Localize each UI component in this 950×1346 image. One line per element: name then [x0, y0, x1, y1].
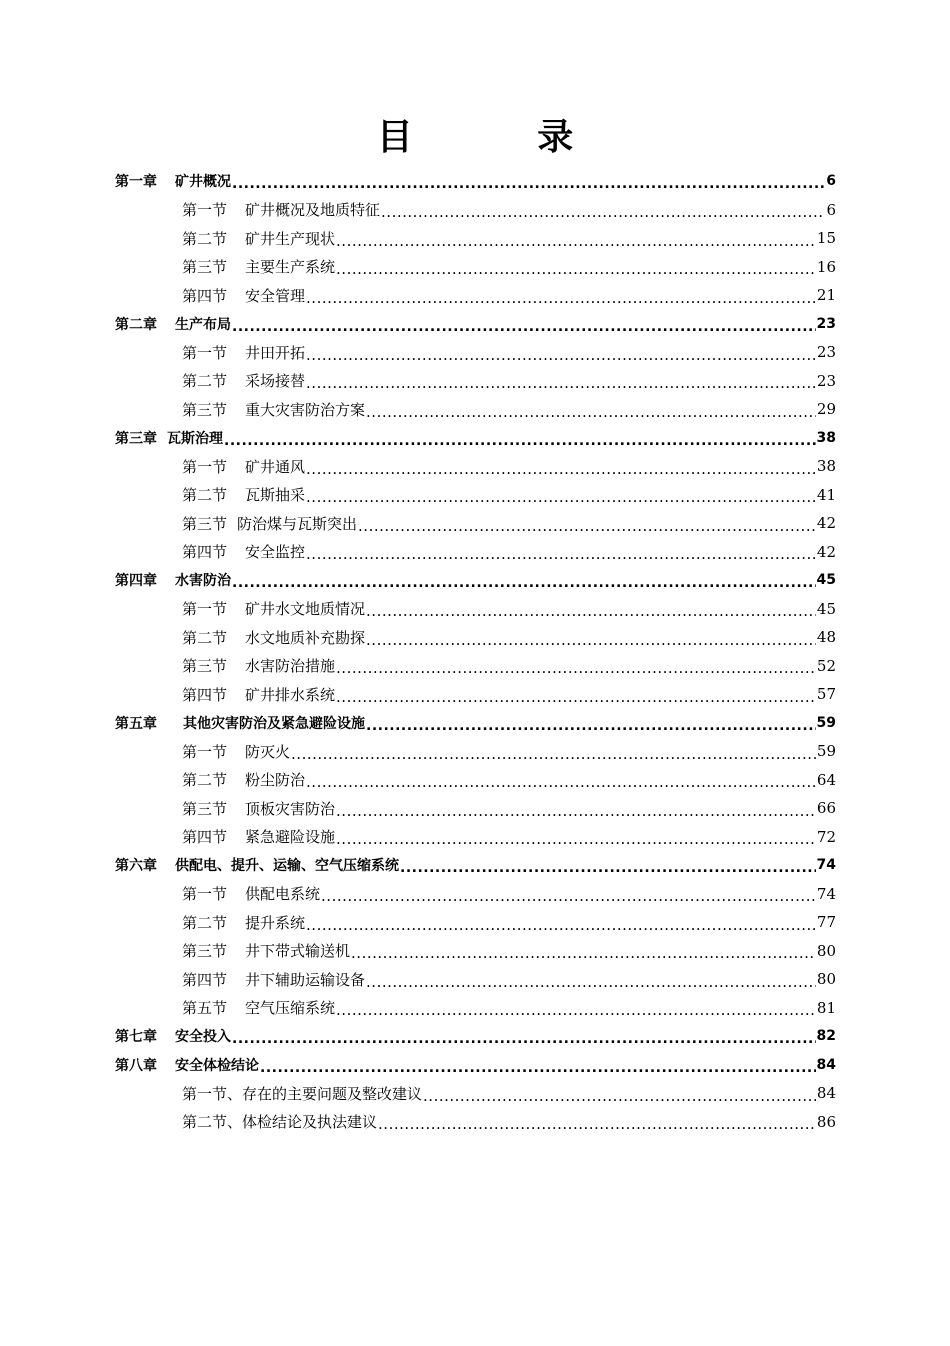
section-title: 防治煤与瓦斯突出 — [237, 514, 358, 533]
toc-section-entry[interactable] — [0, 395, 950, 424]
section-title: 提升系统 — [245, 913, 306, 932]
section-title: 井下辅助运输设备 — [245, 970, 366, 989]
section-number: 第二节 — [182, 229, 228, 248]
toc-entry-label — [115, 570, 231, 590]
toc-entry-label — [182, 940, 350, 961]
toc-entry-label — [182, 969, 365, 990]
dot-leader — [306, 376, 816, 391]
dot-leader — [306, 490, 816, 505]
toc-section-entry[interactable] — [0, 1108, 950, 1137]
page-number: 42 — [816, 514, 836, 533]
toc-section-entry[interactable] — [0, 652, 950, 681]
section-title: 顶板灾害防治 — [245, 799, 336, 818]
section-number: 第三节 — [182, 799, 228, 818]
toc-entry-label — [182, 285, 305, 306]
toc-entry-label — [182, 399, 365, 420]
section-number: 第三节 — [182, 400, 228, 419]
toc-section-entry[interactable] — [0, 367, 950, 396]
page-number: 59 — [816, 742, 836, 761]
page-number: 66 — [816, 799, 836, 818]
section-title: 矿井通风 — [245, 457, 306, 476]
toc-entry-label — [182, 456, 305, 477]
toc-entry-label — [115, 855, 399, 875]
section-number: 第二节 — [182, 771, 228, 790]
dot-leader — [306, 348, 816, 363]
page-number: 82 — [816, 1028, 836, 1045]
section-number: 第二节 — [182, 628, 228, 647]
page-number: 59 — [816, 714, 836, 731]
page-number: 6 — [826, 200, 836, 219]
section-number: 第二节 — [182, 486, 228, 505]
dot-leader — [232, 1032, 816, 1046]
toc-entry-label — [115, 1026, 231, 1046]
toc-section-entry[interactable] — [0, 994, 950, 1023]
page-number: 74 — [816, 884, 836, 903]
toc-section-entry[interactable] — [0, 794, 950, 823]
toc-section-entry[interactable] — [0, 338, 950, 367]
toc-entry-label — [115, 428, 223, 448]
toc-entry-label — [182, 883, 320, 904]
dot-leader — [232, 320, 816, 334]
chapter-title: 矿井概况 — [175, 174, 231, 191]
toc-entry-label — [182, 769, 305, 790]
section-title: 安全管理 — [245, 286, 306, 305]
toc-entry-label — [182, 826, 335, 847]
toc-entry-label — [182, 342, 305, 363]
page-number: 77 — [816, 913, 836, 932]
toc-entry-label — [115, 713, 365, 733]
chapter-title: 安全体检结论 — [175, 1057, 259, 1074]
dot-leader — [366, 604, 816, 619]
dot-leader — [358, 519, 816, 534]
dot-leader — [336, 832, 816, 847]
chapter-title: 其他灾害防治及紧急避险设施 — [183, 715, 365, 732]
section-number: 第二节 — [182, 913, 228, 932]
page-number: 48 — [816, 628, 836, 647]
toc-section-entry[interactable] — [0, 452, 950, 481]
toc-entry-label — [115, 171, 231, 191]
toc-section-entry[interactable] — [0, 965, 950, 994]
section-title: 矿井概况及地质特征 — [245, 201, 381, 220]
section-number: 第四节 — [182, 828, 228, 847]
section-number: 第四节 — [182, 286, 228, 305]
section-number: 第一节 — [182, 201, 228, 220]
toc-entry-label — [182, 228, 335, 249]
section-number: 第二节 — [182, 372, 228, 391]
page-number: 84 — [816, 1056, 836, 1073]
toc-chapter-entry[interactable] — [0, 310, 950, 339]
chapter-number: 第三章 — [115, 430, 157, 447]
dot-leader — [366, 633, 816, 648]
toc-entry-label — [182, 655, 335, 676]
dot-leader — [366, 719, 816, 733]
section-number: 第四节 — [182, 685, 228, 704]
section-title: 矿井排水系统 — [245, 685, 336, 704]
section-number: 第三节 — [182, 657, 228, 676]
toc-entry-label — [182, 997, 335, 1018]
page-number: 23 — [816, 315, 836, 332]
toc-entry-label — [182, 513, 357, 534]
toc-section-entry[interactable] — [0, 880, 950, 909]
dot-leader — [232, 177, 825, 191]
toc-chapter-entry[interactable] — [0, 167, 950, 196]
toc-entry-label — [182, 1083, 422, 1104]
section-number: 第一节 — [182, 457, 228, 476]
page-number: 64 — [816, 770, 836, 789]
dot-leader — [366, 975, 816, 990]
chapter-title: 供配电、提升、运输、空气压缩系统 — [175, 858, 399, 875]
dot-leader — [336, 234, 816, 249]
toc-entry-label — [182, 199, 380, 220]
toc-section-entry[interactable] — [0, 908, 950, 937]
section-number: 第一节 — [182, 600, 228, 619]
section-number: 第一节 — [182, 343, 228, 362]
toc-section-entry[interactable] — [0, 595, 950, 624]
page-number: 29 — [816, 400, 836, 419]
toc-section-entry[interactable] — [0, 509, 950, 538]
dot-leader — [336, 690, 816, 705]
page-number: 74 — [816, 857, 836, 874]
section-title: 供配电系统 — [245, 885, 321, 904]
toc-section-entry[interactable] — [0, 196, 950, 225]
section-title: 矿井水文地质情况 — [245, 600, 366, 619]
toc-entry-label — [182, 256, 335, 277]
section-title: 重大灾害防治方案 — [245, 400, 366, 419]
toc-entry-label — [115, 1055, 259, 1075]
chapter-number: 第一章 — [115, 174, 157, 191]
toc-entry-label — [115, 314, 231, 334]
dot-leader — [260, 1061, 816, 1075]
section-number: 第四节 — [182, 970, 228, 989]
dot-leader — [224, 434, 816, 448]
dot-leader — [366, 405, 816, 420]
chapter-number: 第八章 — [115, 1057, 157, 1074]
chapter-title: 生产布局 — [175, 316, 231, 333]
chapter-number: 第六章 — [115, 858, 157, 875]
section-number: 第二节、 — [182, 1113, 243, 1132]
section-title: 粉尘防治 — [245, 771, 306, 790]
toc-chapter-entry[interactable] — [0, 851, 950, 880]
section-title: 井田开拓 — [245, 343, 306, 362]
page-number: 84 — [816, 1084, 836, 1103]
toc-section-entry[interactable] — [0, 1079, 950, 1108]
dot-leader — [306, 462, 816, 477]
page-number: 38 — [816, 457, 836, 476]
dot-leader — [351, 946, 816, 961]
section-title: 采场接替 — [245, 372, 306, 391]
chapter-number: 第二章 — [115, 316, 157, 333]
section-title: 体检结论及执法建议 — [242, 1113, 378, 1132]
toc-entry-label — [182, 627, 365, 648]
page-number: 45 — [816, 599, 836, 618]
toc-section-entry[interactable] — [0, 680, 950, 709]
page-number: 42 — [816, 542, 836, 561]
dot-leader — [306, 775, 816, 790]
toc-chapter-entry[interactable] — [0, 566, 950, 595]
page-number: 52 — [816, 656, 836, 675]
section-number: 第一节 — [182, 885, 228, 904]
toc-chapter-entry[interactable] — [0, 1051, 950, 1080]
page-number: 80 — [816, 970, 836, 989]
toc-chapter-entry[interactable] — [0, 424, 950, 453]
toc-chapter-entry[interactable] — [0, 709, 950, 738]
chapter-number: 第四章 — [115, 573, 157, 590]
toc-section-entry[interactable] — [0, 281, 950, 310]
toc-section-entry[interactable] — [0, 253, 950, 282]
dot-leader — [423, 1089, 816, 1104]
page-title: 目 录 — [376, 116, 630, 158]
chapter-title: 瓦斯治理 — [167, 430, 223, 447]
section-number: 第三节 — [182, 514, 228, 533]
section-title: 水害防治措施 — [245, 657, 336, 676]
toc-entry-label — [182, 541, 305, 562]
page-number: 72 — [816, 827, 836, 846]
section-title: 存在的主要问题及整改建议 — [242, 1084, 423, 1103]
section-title: 紧急避险设施 — [245, 828, 336, 847]
toc-section-entry[interactable] — [0, 823, 950, 852]
section-title: 空气压缩系统 — [245, 999, 336, 1018]
table-of-contents — [0, 167, 950, 1136]
page-number: 45 — [816, 572, 836, 589]
dot-leader — [336, 262, 816, 277]
toc-section-entry[interactable] — [0, 937, 950, 966]
toc-section-entry[interactable] — [0, 224, 950, 253]
page-number: 81 — [816, 998, 836, 1017]
section-number: 第三节 — [182, 258, 228, 277]
section-title: 水文地质补充勘探 — [245, 628, 366, 647]
section-title: 安全监控 — [245, 543, 306, 562]
dot-leader — [336, 1003, 816, 1018]
dot-leader — [378, 1117, 816, 1132]
section-number: 第四节 — [182, 543, 228, 562]
section-title: 瓦斯抽采 — [245, 486, 306, 505]
page-number: 23 — [816, 343, 836, 362]
page-number: 41 — [816, 485, 836, 504]
section-title: 主要生产系统 — [245, 258, 336, 277]
chapter-title: 水害防治 — [175, 573, 231, 590]
toc-entry-label — [182, 684, 335, 705]
page-number: 23 — [816, 371, 836, 390]
dot-leader — [321, 889, 816, 904]
toc-entry-label — [182, 912, 305, 933]
page-number: 38 — [816, 429, 836, 446]
dot-leader — [306, 547, 816, 562]
dot-leader — [336, 661, 816, 676]
toc-entry-label — [182, 598, 365, 619]
toc-entry-label — [182, 741, 290, 762]
section-number: 第五节 — [182, 999, 228, 1018]
page-number: 80 — [816, 941, 836, 960]
dot-leader — [381, 205, 825, 220]
toc-entry-label — [182, 484, 305, 505]
toc-entry-label — [182, 1111, 377, 1132]
toc-section-entry[interactable] — [0, 538, 950, 567]
toc-entry-label — [182, 798, 335, 819]
chapter-number: 第五章 — [115, 715, 157, 732]
page-number: 57 — [816, 685, 836, 704]
toc-section-entry[interactable] — [0, 623, 950, 652]
section-number: 第一节 — [182, 742, 228, 761]
toc-entry-label — [182, 370, 305, 391]
chapter-number: 第七章 — [115, 1029, 157, 1046]
section-title: 井下带式输送机 — [245, 942, 351, 961]
dot-leader — [306, 291, 816, 306]
page-number: 86 — [816, 1112, 836, 1131]
toc-section-entry[interactable] — [0, 737, 950, 766]
dot-leader — [400, 861, 816, 875]
dot-leader — [291, 747, 816, 762]
section-title: 防灭火 — [245, 742, 291, 761]
page-number: 15 — [816, 229, 836, 248]
dot-leader — [336, 804, 816, 819]
toc-section-entry[interactable] — [0, 766, 950, 795]
dot-leader — [232, 576, 816, 590]
page-number: 6 — [826, 173, 836, 190]
section-number: 第三节 — [182, 942, 228, 961]
toc-chapter-entry[interactable] — [0, 1022, 950, 1051]
section-title: 矿井生产现状 — [245, 229, 336, 248]
section-number: 第一节、 — [182, 1084, 243, 1103]
chapter-title: 安全投入 — [175, 1029, 231, 1046]
page-number: 21 — [816, 286, 836, 305]
dot-leader — [306, 918, 816, 933]
page-number: 16 — [816, 257, 836, 276]
toc-section-entry[interactable] — [0, 481, 950, 510]
